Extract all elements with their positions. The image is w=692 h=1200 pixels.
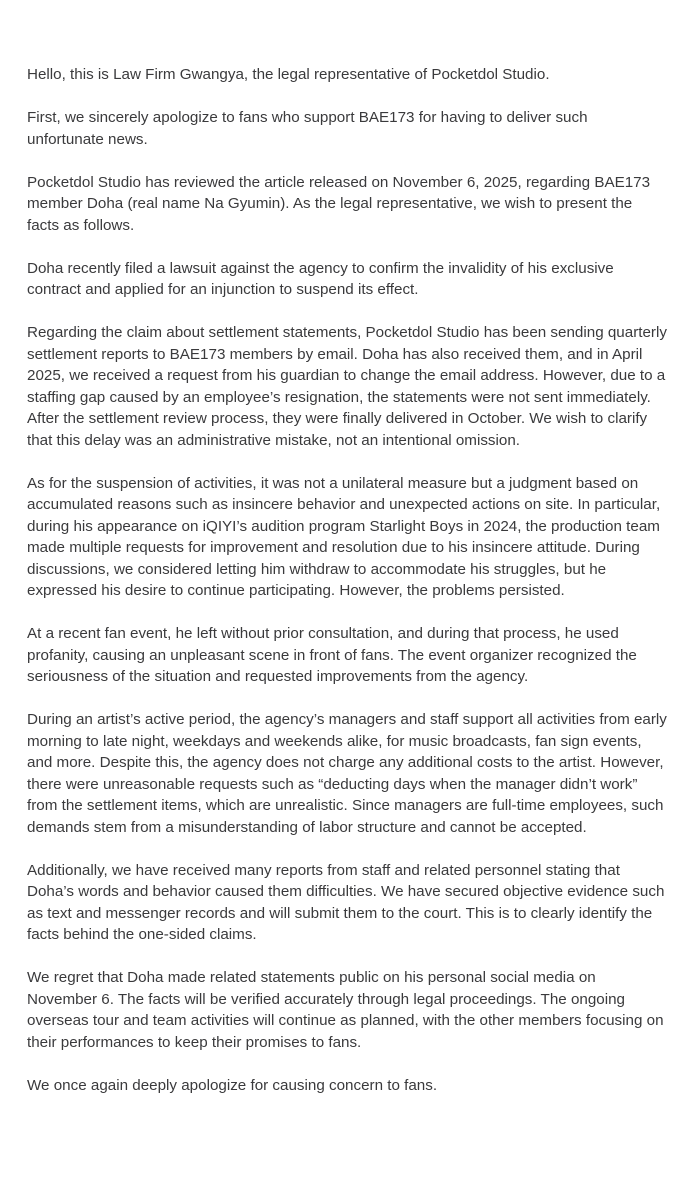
statement-document: [27, 64, 667, 1118]
paragraph-fan-event: At a recent fan event, he left without prior consultation, and during that process, he used profanity, causing an unpleasant scene in front of fans. The event organizer recognized the seriousness of the situation and requested improvements from the agency.: [27, 625, 637, 685]
paragraph-evidence: Additionally, we have received many reports from staff and related personnel stating that Doha’s words and behavior caused them difficulties. We have secured objective evidence such as text and messenger records and will submit them to the court. This is to clearly identify the facts behind the one-sided claims.: [27, 861, 665, 943]
paragraph-greeting: Hello, this is Law Firm Gwangya, the legal representative of Pocketdol Studio.: [27, 66, 550, 83]
paragraph-closing: We once again deeply apologize for causing concern to fans.: [27, 1076, 438, 1094]
paragraph-apology: First, we sincerely apologize to fans who support BAE173 for having to deliver such unfortunate news.: [27, 109, 588, 148]
paragraph-suspension: As for the suspension of activities, it was not a unilateral measure but a judgment based on accumulated reasons such as insincere behavior and unexpected actions on site. In particular, during his appearance on iQIYI’s audition program Starlight Boys in 2024, the production team made multiple requests for improvement and resolution due to his insincere attitude. During discussions, we considered letting him withdraw to accommodate his struggles, but he expressed his desire to continue participating. However, the problems persisted.: [27, 474, 661, 599]
paragraph-article-review: Pocketdol Studio has reviewed the article released on November 6, 2025, regarding BAE173 member Doha (real name Na Gyumin). As the legal representative, we wish to present the facts as follows.: [27, 173, 651, 234]
paragraph-manager-support: During an artist’s active period, the agency’s managers and staff support all activities from early morning to late night, weekdays and weekends alike, for music broadcasts, fan sign events, and more. Despite this, the agency does not charge any additional costs to the artist. However, there were unreasonable requests such as “deducting days when the manager didn’t work” from the settlement items, which are unrealistic. Since managers are full-time employees, such demands stem from a misunderstanding of labor structure and cannot be accepted.: [27, 711, 667, 836]
paragraph-settlement-statements: Regarding the claim about settlement statements, Pocketdol Studio has been sending quarterly settlement reports to BAE173 members by email. Doha has also received them, and in April 2025, we received a request from his guardian to change the email address. However, due to a staffing gap caused by an employee’s resignation, the statements were not sent immediately. After the settlement review process, they were finally delivered in October. We wish to clarify that this delay was an administrative mistake, not an intentional omission.: [27, 324, 667, 449]
paragraph-lawsuit: Doha recently filed a lawsuit against the agency to confirm the invalidity of his exclusive contract and applied for an injunction to suspend its effect.: [27, 259, 614, 298]
paragraph-social-media: We regret that Doha made related statements public on his personal social media on November 6. The facts will be verified accurately through legal proceedings. The ongoing overseas tour and team activities will continue as planned, with the other members focusing on their performances to keep their promises to fans.: [27, 969, 664, 1051]
